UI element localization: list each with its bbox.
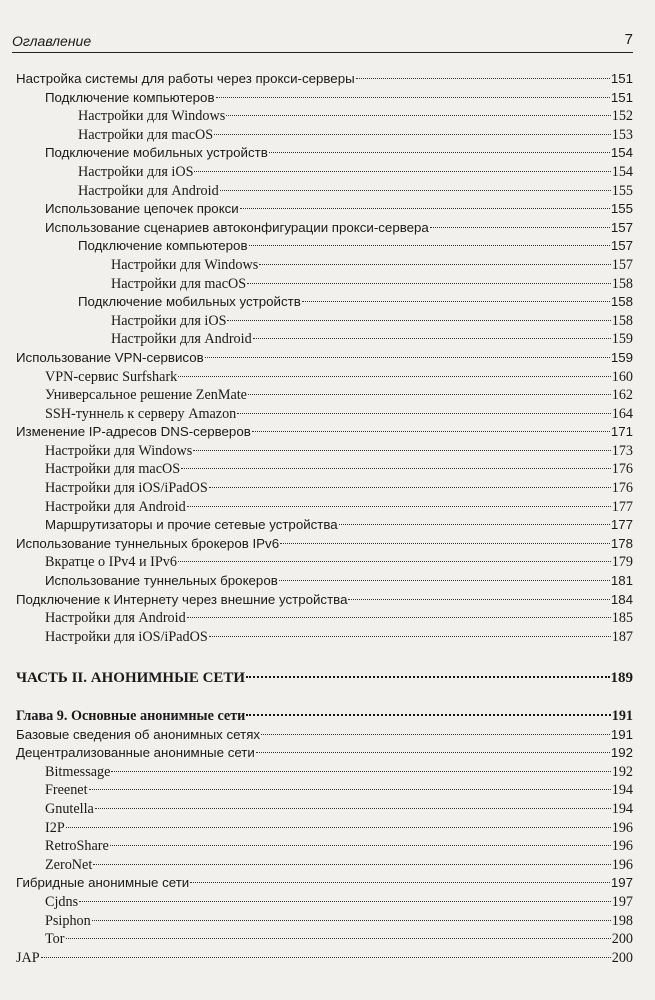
toc-entry-title: SSH-туннель к серверу Amazon xyxy=(45,405,237,422)
toc-entry-page: 152 xyxy=(611,108,633,125)
toc-entry-page: 194 xyxy=(611,782,633,799)
dot-leader xyxy=(92,920,611,921)
toc-entry-page: 181 xyxy=(610,573,633,589)
dot-leader xyxy=(110,845,611,846)
toc-entry-title: Настройки для iOS xyxy=(78,163,194,180)
toc-entry-title: Freenet xyxy=(45,782,88,799)
dot-leader xyxy=(79,901,611,902)
dot-leader xyxy=(227,320,610,321)
dot-leader xyxy=(66,938,611,939)
toc-entry-page: 154 xyxy=(610,145,633,161)
toc-entry xyxy=(16,144,633,163)
toc-entry xyxy=(16,763,633,782)
toc-entry-title: Гибридные анонимные сети xyxy=(16,875,190,891)
toc-entry-page: 176 xyxy=(611,480,633,497)
toc-entry-page: 159 xyxy=(611,331,633,348)
toc-entry xyxy=(16,126,633,145)
dot-leader xyxy=(246,676,609,678)
toc-entry xyxy=(16,498,633,517)
toc-entry xyxy=(16,912,633,931)
toc-entry-title: Настройки для Android xyxy=(45,498,186,515)
toc-entry-title: Базовые сведения об анонимных сетях xyxy=(16,726,261,742)
toc-entry-title: Универсальное решение ZenMate xyxy=(45,387,247,404)
toc-entry-title: Cjdns xyxy=(45,893,79,910)
toc-entry-page: 196 xyxy=(611,838,633,855)
toc-entry-page: 158 xyxy=(611,312,633,329)
toc-entry-page: 162 xyxy=(611,387,633,404)
toc-entry xyxy=(16,330,633,349)
dot-leader xyxy=(190,882,610,883)
dot-leader xyxy=(193,450,611,451)
toc-entry-title: ZeroNet xyxy=(45,856,93,873)
toc-entry xyxy=(16,312,633,331)
toc-entry-page: 171 xyxy=(610,424,633,440)
toc-entry-page: 157 xyxy=(611,256,633,273)
toc-entry-title: Tor xyxy=(45,931,65,948)
dot-leader xyxy=(209,636,611,637)
toc-entry-page: 192 xyxy=(611,763,633,780)
toc-entry-page: 185 xyxy=(611,610,633,627)
toc-entry xyxy=(16,182,633,201)
toc-entry-page: 192 xyxy=(610,745,633,761)
dot-leader xyxy=(216,97,610,98)
toc-entry-page: 177 xyxy=(611,498,633,515)
page-number: 7 xyxy=(624,31,633,48)
toc-entry-page: 196 xyxy=(611,819,633,836)
dot-leader xyxy=(178,376,610,377)
toc-entry xyxy=(16,349,633,368)
toc-entry xyxy=(16,386,633,405)
dot-leader xyxy=(214,134,611,135)
dot-leader xyxy=(253,338,611,339)
toc-entry xyxy=(16,553,633,572)
toc-entry-title: Использование сценариев автоконфигурации прокси-сервера xyxy=(45,219,429,235)
toc-entry-page: 155 xyxy=(610,201,633,217)
dot-leader xyxy=(430,227,610,228)
dot-leader xyxy=(194,171,610,172)
toc-entry-title: Настройки для Windows xyxy=(78,108,226,125)
toc-entry-title: Настройки для Android xyxy=(111,331,252,348)
toc-entry-page: 153 xyxy=(611,126,633,143)
toc-entry-title: Настройки для Android xyxy=(45,610,186,627)
dot-leader xyxy=(205,357,610,358)
toc-entry xyxy=(16,856,633,875)
toc-entry-title: Использование туннельных брокеров xyxy=(45,573,278,589)
toc-entry-title: Глава 9. Основные анонимные сети xyxy=(16,708,246,724)
toc-entry-page: 178 xyxy=(610,535,633,551)
toc-entry xyxy=(16,572,633,591)
toc-entry xyxy=(16,163,633,182)
toc-entry-title: Подключение к Интернету через внешние устройства xyxy=(16,591,348,607)
toc-entry-page: 157 xyxy=(610,219,633,235)
toc-entry xyxy=(16,744,633,763)
toc-entry-title: Децентрализованные анонимные сети xyxy=(16,745,255,761)
toc-entry xyxy=(16,516,633,535)
toc-entry xyxy=(16,442,633,461)
toc-entry xyxy=(16,837,633,856)
toc-entry xyxy=(16,930,633,949)
page-header xyxy=(12,30,633,53)
toc-entry-page: 200 xyxy=(611,949,633,966)
toc-entry-page: 155 xyxy=(611,182,633,199)
toc-entry-page: 151 xyxy=(610,89,633,105)
toc-entry-page: 189 xyxy=(610,670,633,687)
toc-entry xyxy=(16,874,633,893)
toc-entry xyxy=(16,70,633,89)
dot-leader xyxy=(187,617,611,618)
dot-leader xyxy=(256,752,610,753)
toc-entry-page: 173 xyxy=(611,442,633,459)
dot-leader xyxy=(226,115,611,116)
toc-entry xyxy=(16,893,633,912)
toc-entry-title: Использование цепочек прокси xyxy=(45,201,239,217)
toc-entry-page: 187 xyxy=(611,628,633,645)
dot-leader xyxy=(269,152,610,153)
toc-part-entry xyxy=(16,669,633,688)
toc-entry xyxy=(16,237,633,256)
toc-entry-title: RetroShare xyxy=(45,838,109,855)
toc-entry xyxy=(16,368,633,387)
toc-entry xyxy=(16,89,633,108)
toc-entry xyxy=(16,219,633,238)
toc-entry xyxy=(16,405,633,424)
section-spacer xyxy=(16,646,633,669)
dot-leader xyxy=(279,580,610,581)
toc-entry-title: JAP xyxy=(16,949,40,966)
toc-entry-page: 196 xyxy=(611,856,633,873)
dot-leader xyxy=(302,301,610,302)
toc-entry-page: 157 xyxy=(610,238,633,254)
toc-entry-title: Psiphon xyxy=(45,912,91,929)
toc-entry xyxy=(16,628,633,647)
toc-entry xyxy=(16,256,633,275)
toc-entry xyxy=(16,949,633,968)
toc-entry-title: Настройки для Windows xyxy=(111,256,259,273)
toc-entry-title: Bitmessage xyxy=(45,763,111,780)
toc-entry-page: 197 xyxy=(611,893,633,910)
toc-entry-page: 154 xyxy=(611,163,633,180)
toc-entry-page: 164 xyxy=(611,405,633,422)
toc-entry-page: 200 xyxy=(611,931,633,948)
toc-entry-page: 159 xyxy=(610,349,633,365)
toc-entry-page: 177 xyxy=(610,517,633,533)
toc-entry xyxy=(16,479,633,498)
toc-entry xyxy=(16,591,633,610)
toc-entry xyxy=(16,460,633,479)
toc-entry-title: Настройки для iOS/iPadOS xyxy=(45,480,208,497)
toc-entry-title: Настройки для iOS/iPadOS xyxy=(45,628,208,645)
dot-leader xyxy=(93,864,610,865)
dot-leader xyxy=(181,468,611,469)
dot-leader xyxy=(247,283,611,284)
dot-leader xyxy=(339,524,610,525)
toc-entry-title: Подключение мобильных устройств xyxy=(45,145,268,161)
toc-entry-page: 191 xyxy=(610,726,633,742)
toc-entry-title: Подключение мобильных устройств xyxy=(78,294,301,310)
dot-leader xyxy=(259,264,611,265)
dot-leader xyxy=(41,957,611,958)
toc-entry-title: Подключение компьютеров xyxy=(78,238,248,254)
dot-leader xyxy=(280,543,610,544)
dot-leader xyxy=(249,245,610,246)
toc-entry-title: Настройки для Windows xyxy=(45,442,193,459)
toc-entry-page: 191 xyxy=(611,708,633,724)
dot-leader xyxy=(220,190,611,191)
toc-entry xyxy=(16,609,633,628)
dot-leader xyxy=(89,789,611,790)
toc-entry-title: I2P xyxy=(45,819,65,836)
dot-leader xyxy=(187,506,611,507)
toc-entry-title: Настройки для iOS xyxy=(111,312,227,329)
toc-entry xyxy=(16,107,633,126)
dot-leader xyxy=(246,714,610,716)
toc-entry-title: Настройки для Android xyxy=(78,182,219,199)
toc-entry xyxy=(16,781,633,800)
toc-entry-title: Использование туннельных брокеров IPv6 xyxy=(16,535,280,551)
toc-entry-page: 194 xyxy=(611,800,633,817)
toc-entry-page: 197 xyxy=(610,875,633,891)
running-title: Оглавление xyxy=(12,33,92,49)
toc-entry-title: Настройки для macOS xyxy=(78,126,214,143)
toc-entry xyxy=(16,535,633,554)
toc-chapter-entry xyxy=(16,707,633,726)
toc-entry-page: 176 xyxy=(611,461,633,478)
toc-entry xyxy=(16,293,633,312)
toc-entry-title: ЧАСТЬ II. АНОНИМНЫЕ СЕТИ xyxy=(16,670,246,687)
dot-leader xyxy=(237,413,610,414)
dot-leader xyxy=(348,599,609,600)
dot-leader xyxy=(111,771,610,772)
toc-entry xyxy=(16,200,633,219)
dot-leader xyxy=(252,431,610,432)
toc-entry-page: 179 xyxy=(611,554,633,571)
toc-entry-title: Подключение компьютеров xyxy=(45,89,215,105)
toc-entry-page: 184 xyxy=(610,591,633,607)
dot-leader xyxy=(240,208,610,209)
toc-entry xyxy=(16,275,633,294)
toc-entry-page: 158 xyxy=(610,294,633,310)
toc-entry xyxy=(16,819,633,838)
toc-entry-title: Маршрутизаторы и прочие сетевые устройства xyxy=(45,517,338,533)
dot-leader xyxy=(95,808,611,809)
toc-entry-page: 158 xyxy=(611,275,633,292)
toc-entry-title: Использование VPN-сервисов xyxy=(16,349,204,365)
toc-entry-title: Настройки для macOS xyxy=(111,275,247,292)
toc-entry-title: Настройка системы для работы через прокси-серверы xyxy=(16,71,355,86)
toc-entry xyxy=(16,423,633,442)
dot-leader xyxy=(356,78,610,79)
toc-entry-title: Настройки для macOS xyxy=(45,461,181,478)
toc-entry-title: Gnutella xyxy=(45,800,94,817)
toc-entry-title: Вкратце о IPv4 и IPv6 xyxy=(45,554,177,571)
toc-entry-title: VPN-сервис Surfshark xyxy=(45,368,178,385)
dot-leader xyxy=(261,734,610,735)
toc-entry-page: 198 xyxy=(611,912,633,929)
toc-entry xyxy=(16,800,633,819)
dot-leader xyxy=(248,394,611,395)
toc-entry xyxy=(16,726,633,745)
section-spacer xyxy=(16,688,633,707)
dot-leader xyxy=(178,561,611,562)
toc-entry-title: Изменение IP-адресов DNS-серверов xyxy=(16,424,251,440)
dot-leader xyxy=(66,827,611,828)
dot-leader xyxy=(209,487,611,488)
toc-entry-page: 151 xyxy=(610,71,633,86)
toc-entry-page: 160 xyxy=(611,368,633,385)
table-of-contents xyxy=(16,70,633,967)
